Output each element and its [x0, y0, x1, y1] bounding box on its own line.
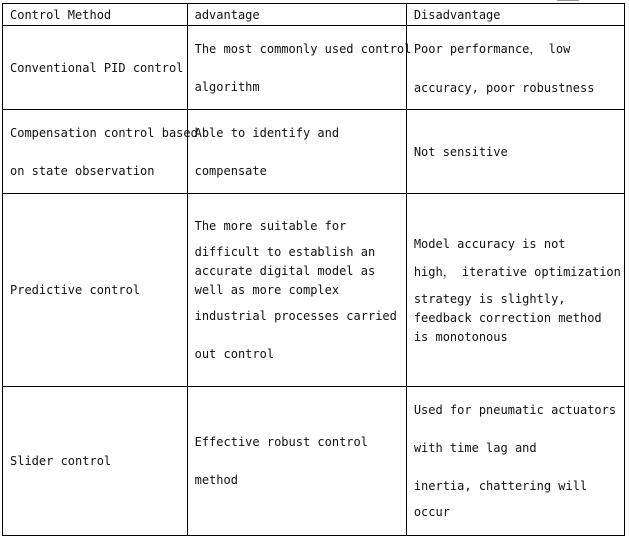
method-text: Conventional PID control	[10, 60, 184, 75]
disadvantage-cell	[406, 194, 624, 387]
advantage-text: compensate	[194, 163, 267, 178]
advantage-text: Effective robust control	[194, 435, 368, 449]
control-methods-table	[2, 3, 625, 536]
table-header-row	[3, 4, 625, 26]
advantage-text: method	[194, 473, 238, 487]
advantage-text: algorithm	[194, 79, 260, 94]
table-row	[3, 26, 625, 110]
header-disadvantage: Disadvantage	[406, 4, 624, 26]
method-cell	[3, 387, 188, 536]
table-row	[3, 387, 625, 536]
method-cell	[3, 26, 188, 110]
header-advantage: advantage	[187, 4, 406, 26]
table-row	[3, 110, 625, 194]
advantage-text: The most commonly used control	[194, 41, 412, 56]
advantage-text: difficult to establish an	[194, 245, 376, 259]
method-text: Predictive control	[10, 283, 141, 297]
header-control-method: Control Method	[3, 4, 188, 26]
advantage-text: out control	[194, 347, 275, 361]
disadvantage-text: feedback correction method	[413, 310, 602, 325]
disadvantage-cell	[406, 110, 624, 194]
disadvantage-text: accuracy, poor robustness	[413, 81, 595, 95]
disadvantage-text: inertia, chattering will	[413, 479, 588, 493]
advantage-text: Able to identify and	[194, 125, 340, 140]
disadvantage-cell	[406, 26, 624, 110]
advantage-text: well as more complex	[194, 283, 340, 297]
method-cell	[3, 194, 188, 387]
disadvantage-text: with time lag and	[413, 441, 537, 455]
disadvantage-text: Used for pneumatic actuators	[413, 403, 617, 417]
advantage-cell	[187, 110, 406, 194]
table-row	[3, 194, 625, 387]
method-text: Slider control	[10, 454, 112, 468]
advantage-text: industrial processes carried	[194, 309, 397, 323]
disadvantage-text: strategy is slightly,	[413, 291, 566, 306]
disadvantage-text: Not sensitive	[413, 144, 508, 159]
method-cell	[3, 110, 198, 194]
disadvantage-text: high， iterative optimization	[413, 264, 621, 279]
method-text: on state observation	[10, 163, 155, 178]
advantage-cell	[187, 194, 406, 387]
disadvantage-text: is monotonous	[413, 329, 508, 344]
disadvantage-text: Poor performance， low	[413, 42, 571, 56]
method-text: Compensation control based	[10, 125, 198, 140]
disadvantage-text: Model accuracy is not	[413, 236, 566, 251]
advantage-text: The more suitable for	[194, 219, 347, 233]
advantage-text: accurate digital model as	[194, 264, 376, 278]
disadvantage-cell	[406, 387, 624, 536]
advantage-cell	[187, 26, 412, 110]
advantage-cell	[187, 387, 406, 536]
disadvantage-text: occur	[413, 505, 450, 519]
